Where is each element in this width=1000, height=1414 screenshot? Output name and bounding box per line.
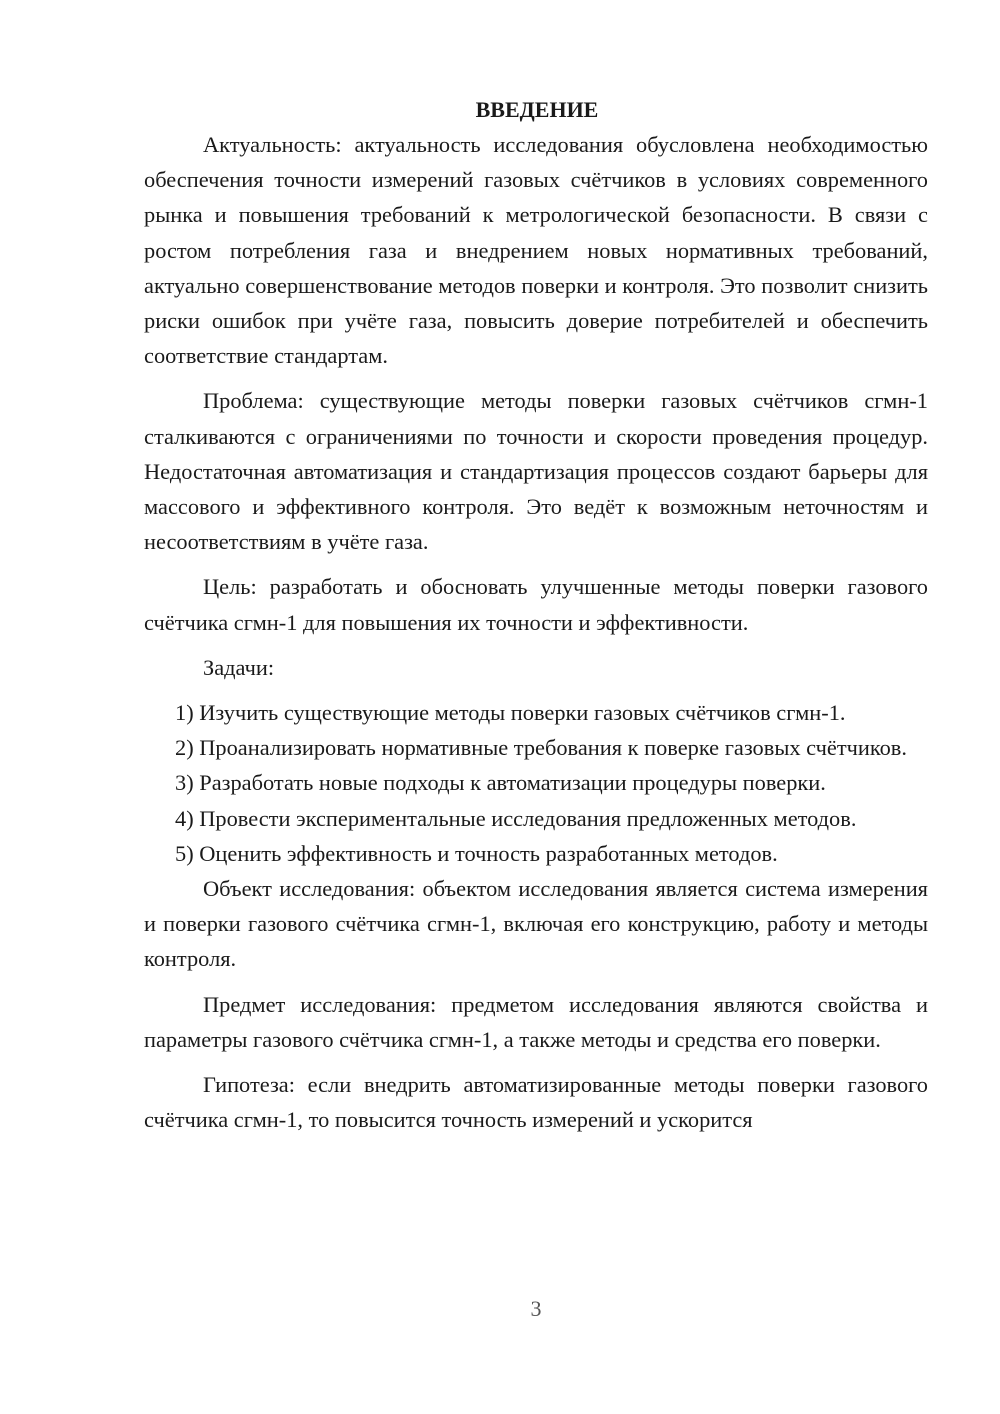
- task-item-2: 2) Проанализировать нормативные требования к поверке газовых счётчиков.: [175, 735, 907, 761]
- section-heading: ВВЕДЕНИЕ: [475, 97, 599, 122]
- task-item-3: 3) Разработать новые подходы к автоматизации процедуры поверки.: [175, 770, 826, 796]
- tasks-label: Задачи:: [203, 654, 275, 680]
- paragraph-object: Объект исследования: объектом исследования является система измерения и поверки газового счётчика сгмн-1, включая его конструкцию, работу и методы контроля.: [144, 876, 928, 972]
- task-item-5: 5) Оценить эффективность и точность разработанных методов.: [175, 840, 778, 866]
- paragraph-problem: Проблема: существующие методы поверки газовых счётчиков сгмн-1 сталкиваются с ограничениями по точности и скорости проведения процедур. Недостаточная автоматизация и стандартизация процессов создают барьеры для массового и эффективного контроля. Это ведёт к возможным неточностям и несоответствиям в учёте газа.: [144, 388, 928, 555]
- page-number: 3: [530, 1296, 542, 1321]
- document-page: [144, 92, 928, 1137]
- paragraph-goal: Цель: разработать и обосновать улучшенные методы поверки газового счётчика сгмн-1 для повышения их точности и эффективности.: [144, 574, 928, 635]
- paragraph-relevance: Актуальность: актуальность исследования обусловлена необходимостью обеспечения точности измерений газовых счётчиков в условиях современного рынка и повышения требований к метрологической безопасности. В связи с ростом потребления газа и внедрением новых нормативных требований, актуально совершенствование методов поверки и контроля. Это позволит снизить риски ошибок при учёте газа, повысить доверие потребителей и обеспечить соответствие стандартам.: [144, 132, 928, 369]
- paragraph-hypothesis: Гипотеза: если внедрить автоматизированные методы поверки газового счётчика сгмн-1, то повысится точность измерений и ускорится: [144, 1072, 928, 1133]
- paragraph-subject: Предмет исследования: предметом исследования являются свойства и параметры газового счётчика сгмн-1, а также методы и средства его поверки.: [144, 991, 928, 1052]
- task-item-1: 1) Изучить существующие методы поверки газовых счётчиков сгмн-1.: [175, 700, 846, 726]
- task-item-4: 4) Провести экспериментальные исследования предложенных методов.: [175, 805, 857, 831]
